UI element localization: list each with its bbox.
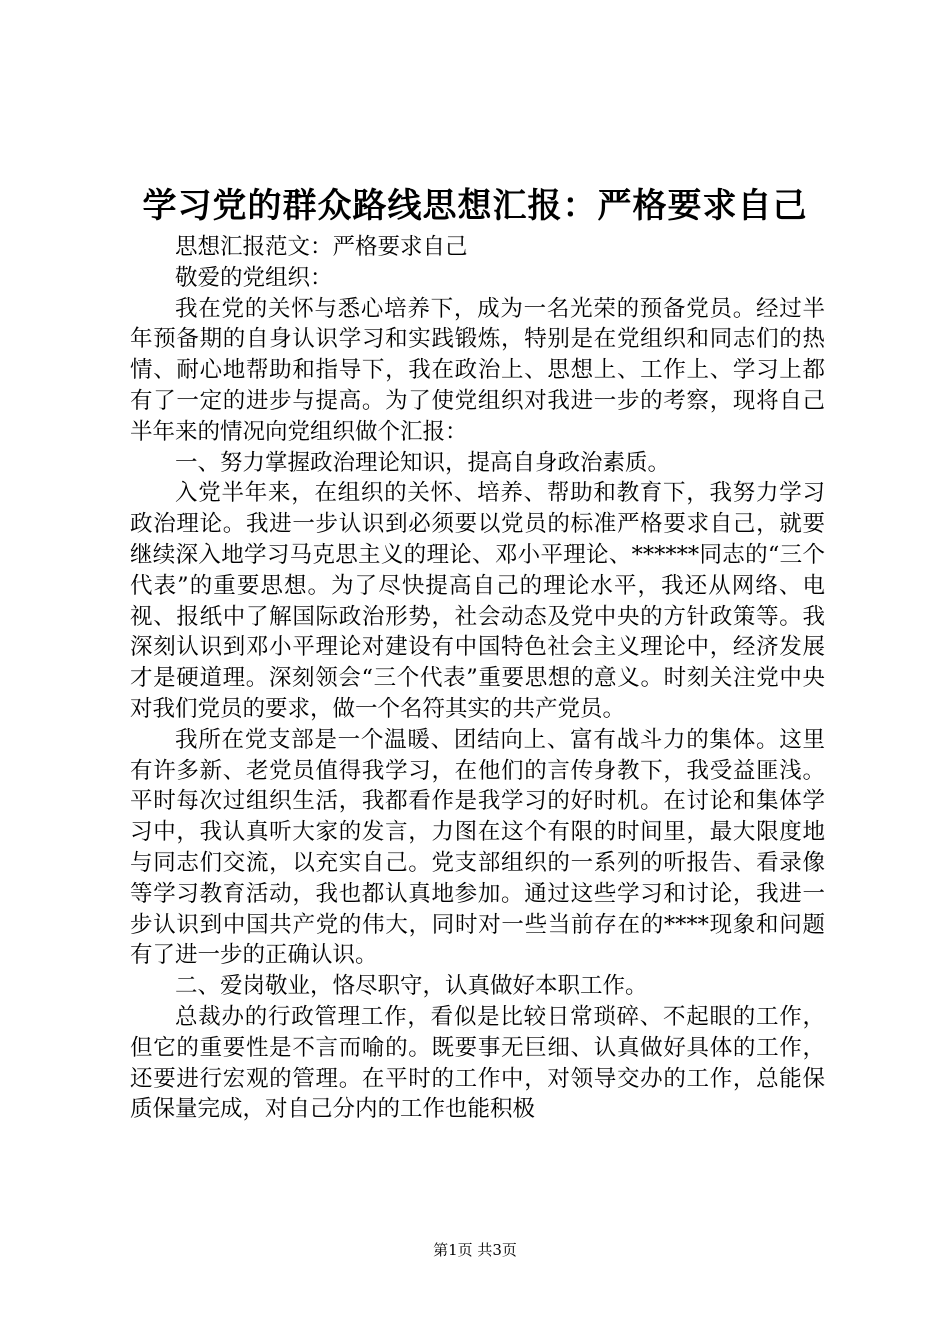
section-heading-1: 一、努力掌握政治理论知识，提高自身政治素质。 bbox=[175, 449, 671, 476]
paragraph-work: 总裁办的行政管理工作，看似是比较日常琐碎、不起眼的工作，但它的重要性是不言而喻的。既要事无巨细、认真做好具体的工作，还要进行宏观的管理。在平时的工作中，对领导交办的工作，总能保质保量完成，对自己分内的工作也能积极 bbox=[130, 1003, 825, 1123]
document-body bbox=[130, 232, 825, 1125]
paragraph-subtitle: 思想汇报范文：严格要求自己 bbox=[175, 234, 468, 260]
paragraph-intro: 我在党的关怀与悉心培养下，成为一名光荣的预备党员。经过半年预备期的自身认识学习和实践锻炼，特别是在党组织和同志们的热情、耐心地帮助和指导下，我在政治上、思想上、工作上、学习上都有了一定的进步与提高。为了使党组织对我进一步的考察，现将自己半年来的情况向党组织做个汇报： bbox=[130, 295, 825, 445]
section-heading-2: 二、爱岗敬业，恪尽职守，认真做好本职工作。 bbox=[175, 973, 648, 1000]
paragraph-party-branch: 我所在党支部是一个温暖、团结向上、富有战斗力的集体。这里有许多新、老党员值得我学习，在他们的言传身教下，我受益匪浅。平时每次过组织生活，我都看作是我学习的好时机。在讨论和集体学习中，我认真听大家的发言，力图在这个有限的时间里，最大限度地与同志们交流，以充实自己。党支部组织的一系列的听报告、看录像等学习教育活动，我也都认真地参加。通过这些学习和讨论，我进一步认识到中国共产党的伟大，同时对一些当前存在的****现象和问题有了进一步的正确认识。 bbox=[130, 726, 825, 969]
paragraph-theory-study: 入党半年来，在组织的关怀、培养、帮助和教育下，我努力学习政治理论。我进一步认识到必须要以党员的标准严格要求自己，就要继续深入地学习马克思主义的理论、邓小平理论、******同志的“三个代表”的重要思想。为了尽快提高自己的理论水平，我还从网络、电视、报纸中了解国际政治形势，社会动态及党中央的方针政策等。我深刻认识到邓小平理论对建设有中国特色社会主义理论中，经济发展才是硬道理。深刻领会“三个代表”重要思想的意义。时刻关注党中央对我们党员的要求，做一个名符其实的共产党员。 bbox=[130, 480, 825, 722]
document-title: 学习党的群众路线思想汇报：严格要求自己 bbox=[142, 186, 808, 226]
paragraph-salutation: 敬爱的党组织： bbox=[175, 264, 333, 291]
page-number: 第1页 共3页 bbox=[433, 1241, 517, 1259]
